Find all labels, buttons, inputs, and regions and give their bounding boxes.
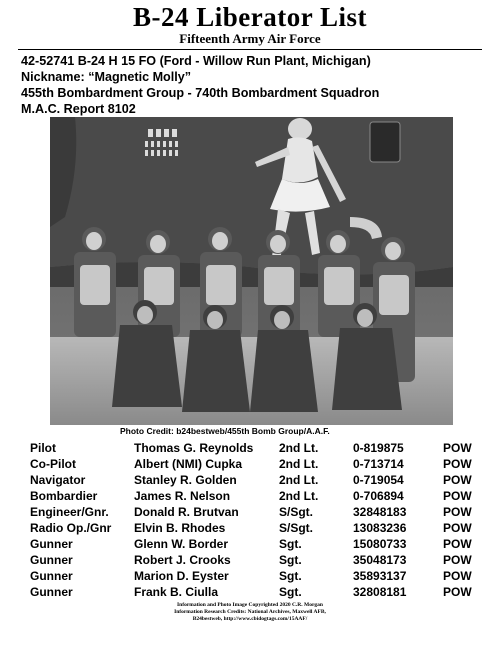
crew-name: Marion D. Eyster: [134, 569, 229, 583]
crew-status: POW: [443, 457, 472, 471]
crew-status: POW: [443, 521, 472, 535]
crew-row: [30, 488, 490, 504]
crew-position: Pilot: [30, 441, 56, 455]
crew-position: Radio Op./Gnr: [30, 521, 112, 535]
crew-photo-image: [50, 117, 453, 425]
crew-name: Elvin B. Rhodes: [134, 521, 226, 535]
crew-row: [30, 536, 490, 552]
crew-rank: 2nd Lt.: [279, 473, 319, 487]
aircraft-report-line: M.A.C. Report 8102: [21, 102, 136, 116]
crew-name: James R. Nelson: [134, 489, 231, 503]
crew-rank: Sgt.: [279, 569, 302, 583]
crew-serial: 35048173: [353, 553, 407, 567]
crew-serial: 35893137: [353, 569, 407, 583]
crew-rank: Sgt.: [279, 585, 302, 599]
crew-position: Navigator: [30, 473, 86, 487]
crew-name: Thomas G. Reynolds: [134, 441, 254, 455]
crew-name: Robert J. Crooks: [134, 553, 231, 567]
page-subtitle: Fifteenth Army Air Force: [179, 31, 321, 46]
crew-status: POW: [443, 489, 472, 503]
crew-status: POW: [443, 585, 472, 599]
crew-serial: 0-819875: [353, 441, 404, 455]
crew-rank: 2nd Lt.: [279, 441, 319, 455]
crew-rank: 2nd Lt.: [279, 457, 319, 471]
aircraft-serial-line: 42-52741 B-24 H 15 FO (Ford - Willow Run Plant, Michigan): [21, 54, 371, 68]
crew-row: [30, 456, 490, 472]
crew-name: Donald R. Brutvan: [134, 505, 239, 519]
crew-serial: 13083236: [353, 521, 407, 535]
crew-rank: S/Sgt.: [279, 505, 314, 519]
crew-name: Albert (NMI) Cupka: [134, 457, 242, 471]
crew-serial: 0-719054: [353, 473, 404, 487]
crew-serial: 32848183: [353, 505, 407, 519]
crew-position: Gunner: [30, 537, 73, 551]
crew-rank: 2nd Lt.: [279, 489, 319, 503]
aircraft-info: [21, 53, 491, 117]
crew-row: [30, 552, 490, 568]
crew-position: Bombardier: [30, 489, 98, 503]
crew-row: [30, 472, 490, 488]
crew-row: [30, 568, 490, 584]
aircraft-nickname-line: Nickname: “Magnetic Molly”: [21, 70, 192, 84]
copyright-footer: [0, 602, 500, 623]
crew-table: [30, 440, 490, 600]
crew-name: Glenn W. Border: [134, 537, 229, 551]
crew-row: [30, 584, 490, 600]
crew-rank: Sgt.: [279, 537, 302, 551]
crew-serial: 0-713714: [353, 457, 404, 471]
crew-row: [30, 520, 490, 536]
crew-status: POW: [443, 505, 472, 519]
crew-name: Stanley R. Golden: [134, 473, 237, 487]
crew-status: POW: [443, 537, 472, 551]
crew-status: POW: [443, 473, 472, 487]
crew-status: POW: [443, 553, 472, 567]
crew-status: POW: [443, 569, 472, 583]
crew-serial: 15080733: [353, 537, 407, 551]
crew-position: Co-Pilot: [30, 457, 76, 471]
crew-rank: S/Sgt.: [279, 521, 314, 535]
crew-position: Gunner: [30, 569, 73, 583]
crew-name: Frank B. Ciulla: [134, 585, 219, 599]
crew-position: Gunner: [30, 553, 73, 567]
crew-photo: [50, 117, 453, 425]
crew-serial: 32808181: [353, 585, 407, 599]
crew-position: Gunner: [30, 585, 73, 599]
photo-credit: Photo Credit: b24bestweb/455th Bomb Group/A.A.F.: [120, 426, 330, 436]
header-divider: [18, 49, 482, 50]
aircraft-unit-line: 455th Bombardment Group - 740th Bombardment Squadron: [21, 86, 380, 100]
crew-row: [30, 440, 490, 456]
footer-sources-line: B24bestweb, http://www.cbidogtags.com/15AAF/: [192, 616, 308, 622]
crew-serial: 0-706894: [353, 489, 404, 503]
crew-position: Engineer/Gnr.: [30, 505, 109, 519]
footer-copyright-line: Information and Photo Image Copyrighted 2020 C.R. Morgan: [177, 602, 323, 608]
crew-status: POW: [443, 441, 472, 455]
crew-row: [30, 504, 490, 520]
footer-credits-line: Information Research Credits: National Archives, Maxwell AFB,: [174, 609, 326, 615]
crew-rank: Sgt.: [279, 553, 302, 567]
page-title: B-24 Liberator List: [133, 2, 367, 32]
